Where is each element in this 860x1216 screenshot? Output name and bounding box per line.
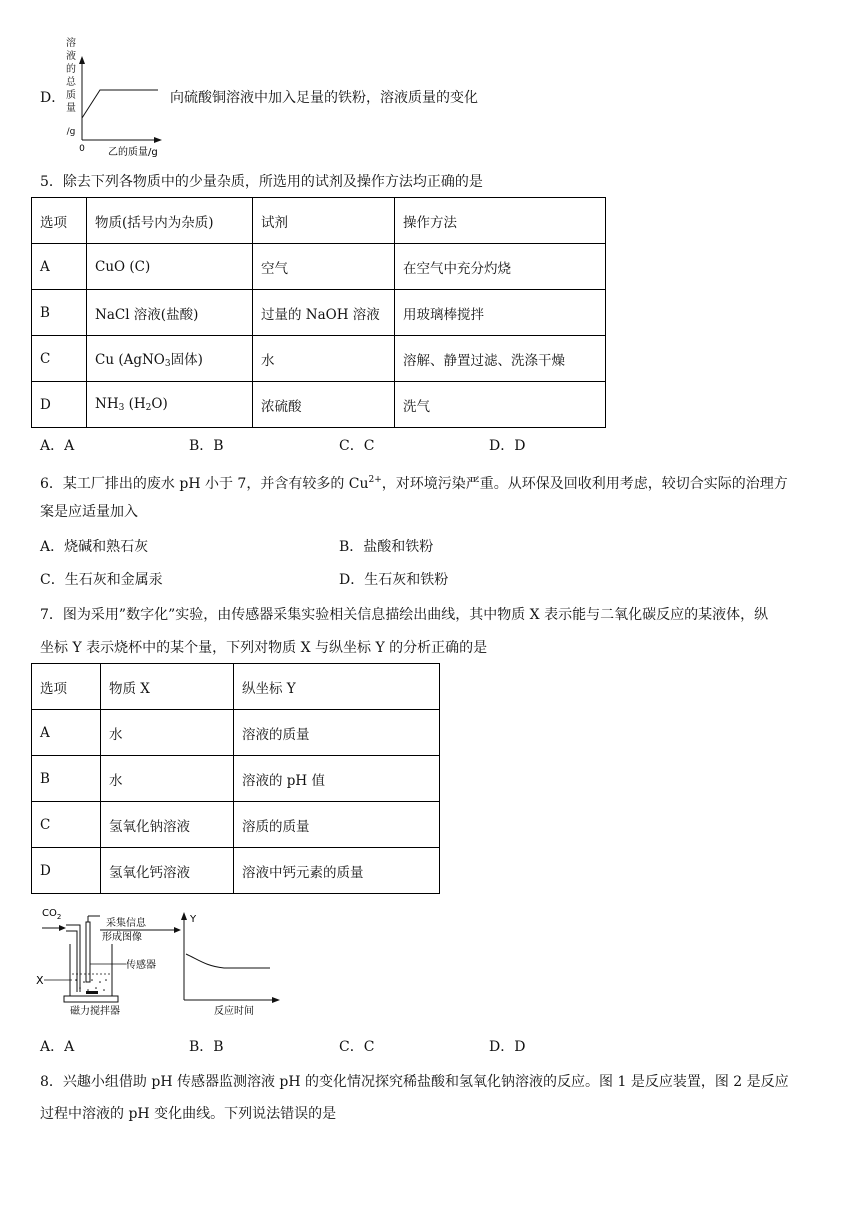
formula-subscript: 3 [118, 403, 125, 413]
table-cell: 水 [253, 336, 395, 382]
table-header: 选项 [32, 664, 101, 710]
q6-stem-line-1: 6．某工厂排出的废水 pH 小于 7，并含有较多的 $Cu^{2+}$，对环境污染严重。从环保及回收利用考虑，较切合实际的治理方 [40, 475, 788, 492]
table-cell: D [32, 848, 101, 894]
table-cell: CuO (C) [87, 244, 253, 290]
table-row [32, 244, 606, 290]
q6-stem-line-2: 案是应适量加入 [40, 504, 138, 520]
table-cell: C [32, 802, 101, 848]
table-header: 物质(括号内为杂质) [87, 198, 253, 244]
x-liquid-label: X [36, 974, 44, 987]
table-cell: 溶解、静置过滤、洗涤干燥 [395, 336, 606, 382]
q7-table [31, 663, 440, 894]
collect-info-label: 采集信息 [106, 918, 146, 929]
q4-chart-ylabel-char: 总 [66, 77, 76, 88]
table-row [32, 802, 440, 848]
stir-bar [86, 991, 98, 994]
q7-choice-d[interactable]: D．D [489, 1039, 526, 1055]
formula-part: NH [95, 396, 119, 412]
q7-graph-y-label: Y [190, 914, 197, 925]
formula-part: (H [124, 396, 146, 412]
table-cell: 用玻璃棒搅拌 [395, 290, 606, 336]
sensor-probe [86, 922, 90, 982]
beaker [70, 944, 112, 996]
q4-option-d-label: D． [40, 90, 66, 106]
table-cell: C [32, 336, 87, 382]
co2-label: $CO_2$ [42, 908, 62, 921]
q7-graph-curve [186, 954, 270, 968]
q7-graph-x-label: 反应时间 [214, 1006, 254, 1017]
table-cell [87, 336, 253, 382]
q7-stem-line-1: 7．图为采用”数字化”实验，由传感器采集实验相关信息描绘出曲线，其中物质 X 表示能与二氧化碳反应的某液体，纵 [40, 607, 769, 623]
q4-chart-ylabel-char: /g [66, 127, 76, 137]
table-cell: 氢氧化钠溶液 [101, 802, 234, 848]
table-cell: 溶质的质量 [234, 802, 440, 848]
table-cell: B [32, 290, 87, 336]
table-cell: 过量的 NaOH 溶液 [253, 290, 395, 336]
q8-stem-line-2: 过程中溶液的 pH 变化曲线。下列说法错误的是 [40, 1106, 337, 1122]
table-cell [87, 382, 253, 428]
ion-charge-superscript: 2+ [368, 475, 382, 485]
table-row [32, 382, 606, 428]
table-header-row [32, 664, 440, 710]
stirrer-label: 磁力搅拌器 [70, 1006, 120, 1017]
formula-part: O) [151, 396, 168, 412]
table-row [32, 290, 606, 336]
table-header: 操作方法 [395, 198, 606, 244]
form-image-label: 形成图像 [102, 932, 142, 943]
q6-choice-d[interactable]: D．生石灰和铁粉 [339, 572, 449, 588]
q7-apparatus-figure [34, 902, 284, 1022]
table-header: 选项 [32, 198, 87, 244]
q8-stem-line-1: 8．兴趣小组借助 pH 传感器监测溶液 pH 的变化情况探究稀盐酸和氢氧化钠溶液的反应。图 1 是反应装置，图 2 是反应 [40, 1074, 789, 1090]
q4-chart-x-arrow [154, 137, 162, 143]
q7-choice-c[interactable]: C．C [339, 1039, 375, 1055]
q7-stem-line-2: 坐标 Y 表示烧杯中的某个量，下列对物质 X 与纵坐标 Y 的分析正确的是 [40, 640, 488, 656]
q4-chart-ylabel-char: 的 [66, 64, 76, 75]
table-cell: 溶液的 pH 值 [234, 756, 440, 802]
q4-mass-chart [60, 34, 170, 158]
table-cell: NaCl 溶液(盐酸) [87, 290, 253, 336]
table-row [32, 336, 606, 382]
q5-choice-a[interactable]: A．A [40, 438, 75, 454]
q4-chart-ylabel-char: 量 [66, 103, 76, 114]
q4-option-d-text: 向硫酸铜溶液中加入足量的铁粉，溶液质量的变化 [170, 90, 478, 106]
table-cell: 水 [101, 756, 234, 802]
q4-chart-ylabel-char: 溶 [66, 38, 76, 49]
q5-choice-b[interactable]: B．B [189, 438, 224, 454]
table-header: 纵坐标 Y [234, 664, 440, 710]
table-cell: B [32, 756, 101, 802]
table-cell: 浓硫酸 [253, 382, 395, 428]
q4-chart-ylabel-char: 质 [66, 90, 76, 101]
table-header: 试剂 [253, 198, 395, 244]
co2-arrow-head [59, 925, 66, 931]
table-cell: D [32, 382, 87, 428]
table-header: 物质 X [101, 664, 234, 710]
table-cell: A [32, 244, 87, 290]
table-cell: 洗气 [395, 382, 606, 428]
q4-chart-ylabel-char: 液 [66, 51, 76, 62]
table-header-row [32, 198, 606, 244]
table-row [32, 756, 440, 802]
formula-part: Cu (AgNO [95, 352, 165, 368]
magnetic-stirrer [64, 996, 118, 1002]
collect-arrow-head [174, 927, 181, 933]
q5-choice-d[interactable]: D．D [489, 438, 526, 454]
q7-graph-x-arrow [272, 997, 280, 1003]
q7-graph-y-arrow [181, 912, 187, 920]
q4-chart-origin: 0 [79, 144, 85, 154]
formula-part: 固体) [170, 352, 203, 368]
q6-choice-c[interactable]: C．生石灰和金属汞 [40, 572, 163, 588]
q5-table [31, 197, 606, 428]
q4-chart-series-line [82, 90, 158, 118]
table-cell: 在空气中充分灼烧 [395, 244, 606, 290]
inlet-tube [66, 925, 80, 992]
q7-choice-a[interactable]: A．A [40, 1039, 75, 1055]
table-row [32, 848, 440, 894]
q6-choice-b[interactable]: B．盐酸和铁粉 [339, 539, 434, 555]
table-row [32, 710, 440, 756]
formula-subscript: 3 [164, 359, 171, 369]
table-cell: A [32, 710, 101, 756]
q5-stem: 5．除去下列各物质中的少量杂质，所选用的试剂及操作方法均正确的是 [40, 174, 483, 190]
table-cell: 空气 [253, 244, 395, 290]
q5-choice-c[interactable]: C．C [339, 438, 375, 454]
table-cell: 溶液的质量 [234, 710, 440, 756]
table-cell: 水 [101, 710, 234, 756]
q7-choice-b[interactable]: B．B [189, 1039, 224, 1055]
q4-chart-xlabel: 乙的质量/g [108, 147, 158, 158]
formula-subscript: 2 [145, 403, 152, 413]
table-cell: 溶液中钙元素的质量 [234, 848, 440, 894]
q6-choice-a[interactable]: A．烧碱和熟石灰 [40, 539, 149, 555]
table-cell: 氢氧化钙溶液 [101, 848, 234, 894]
q4-chart-y-arrow [79, 56, 85, 64]
sensor-label: 传感器 [126, 960, 156, 971]
